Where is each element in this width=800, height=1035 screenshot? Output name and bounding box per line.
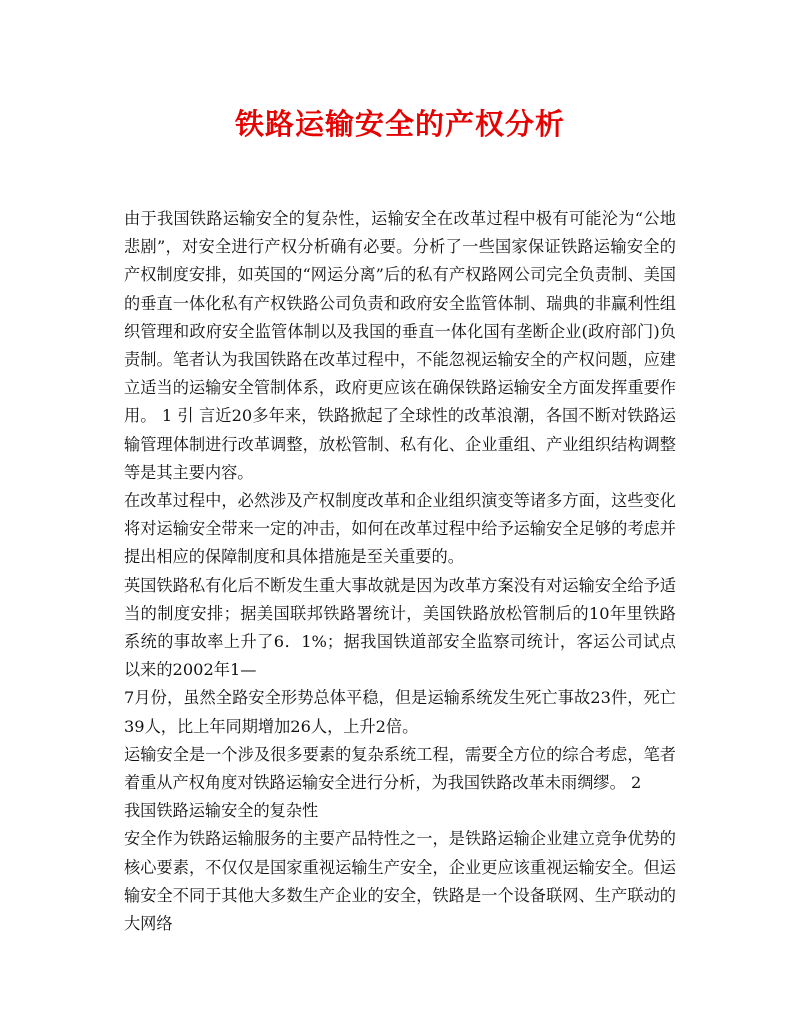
paragraph-safety-core: 安全作为铁路运输服务的主要产品特性之一，是铁路运输企业建立竞争优势的核心要素，不仅仅是国家重视运输生产安全，企业更应该重视运输安全。但运输安全不同于其他大多数生产企业的安全，铁路是一个设备联网、生产联动的大网络	[124, 829, 676, 934]
section-heading-complexity: 我国铁路运输安全的复杂性	[124, 801, 319, 821]
document-body	[124, 205, 676, 938]
paragraph-abstract: 由于我国铁路运输安全的复杂性，运输安全在改革过程中极有可能沦为“公地悲剧”，对安全进行产权分析确有必要。分析了一些国家保证铁路运输安全的产权制度安排，如英国的“网运分离”后的私有产权路网公司完全负责制、美国的垂直一体化私有产权铁路公司负责和政府安全监管体制、瑞典的非赢利性组织管理和政府安全监管体制以及我国的垂直一体化国有垄断企业(政府部门)负责制。笔者认为我国铁路在改革过程中，不能忽视运输安全的产权问题，应建立适当的运输安全管制体系，政府更应该在确保铁路运输安全方面发挥重要作用。 1 引 言近20多年来，铁路掀起了全球性的改革浪潮，各国不断对铁路运输管理体制进行改革调整，放松管制、私有化、企业重组、产业组织结构调整等是其主要内容。	[124, 209, 676, 482]
paragraph-reform-impact: 在改革过程中，必然涉及产权制度改革和企业组织演变等诸多方面，这些变化将对运输安全带来一定的冲击，如何在改革过程中给予运输安全足够的考虑并提出相应的保障制度和具体措施是至关重要的。	[124, 491, 676, 567]
paragraph-accident-statistics: 英国铁路私有化后不断发生重大事故就是因为改革方案没有对运输安全给予适当的制度安排；据美国联邦铁路署统计，美国铁路放松管制后的10年里铁路系统的事故率上升了6．1%；据我国铁道部安全监察司统计，客运公司试点以来的2002年1—	[124, 575, 676, 680]
paragraph-system-engineering: 运输安全是一个涉及很多要素的复杂系统工程，需要全方位的综合考虑，笔者着重从产权角度对铁路运输安全进行分析，为我国铁路改革未雨绸缪。 2	[124, 744, 676, 793]
paragraph-accident-statistics-cont: 7月份，虽然全路安全形势总体平稳，但是运输系统发生死亡事故23件，死亡39人，比上年同期增加26人，上升2倍。	[124, 688, 676, 736]
document-title: 铁路运输安全的产权分析	[234, 107, 565, 141]
